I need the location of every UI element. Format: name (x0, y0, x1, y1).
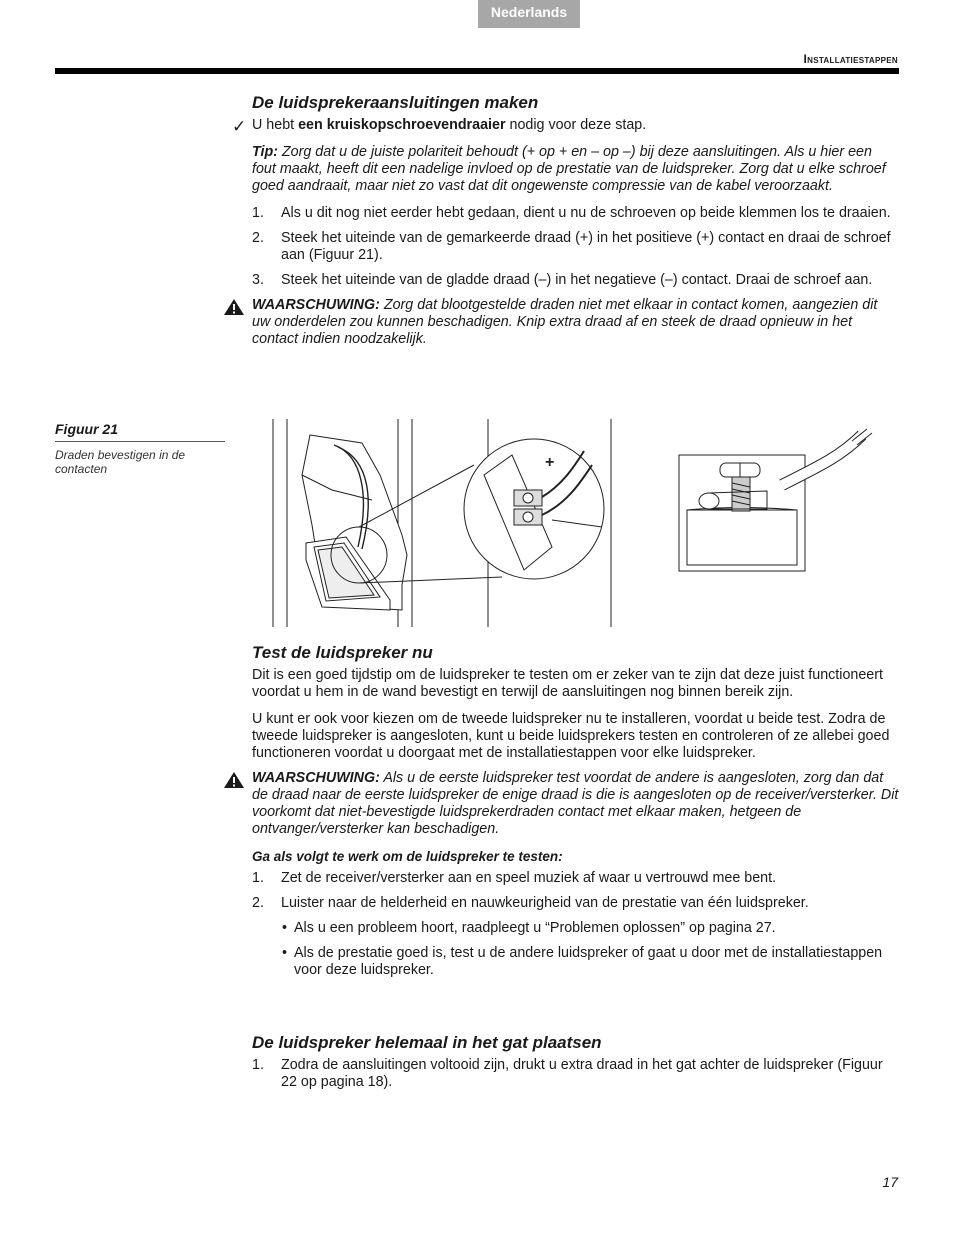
list-item: 1. Zodra de aansluitingen voltooid zijn, drukt u extra draad in het gat achter de luidspreker (Figuur 22 op pagina 18). (252, 1057, 883, 1090)
figure-caption (55, 421, 225, 476)
section-header: Installatiestappen (803, 52, 898, 66)
list-item: 1. Als u dit nog niet eerder hebt gedaan, dient u nu de schroeven op beide klemmen los te draaien. (252, 205, 891, 221)
list-item: 2. Steek het uiteinde van de gemarkeerde draad (+) in het positieve (+) contact en draai de schroef aan (Figuur 21). (252, 230, 891, 263)
connection-steps (252, 205, 899, 289)
section-place (252, 1034, 899, 1091)
place-steps (252, 1057, 899, 1091)
bullet-icon: • (282, 945, 288, 961)
warning-paragraph: WAARSCHUWING: Als u de eerste luidspreker test voordat de andere is aangesloten, zorg dan dat de draad naar de eerste luidspreker de enige draad is die is aangesloten op de receiver/versterker. Dit voorkomt dat niet-bevestigde luidsprekerdraden contact met elkaar maken, hetgeen de ontvanger/versterker kan beschadigen. (252, 770, 899, 838)
warning-triangle-icon (223, 298, 245, 316)
figure-illustration (262, 415, 882, 630)
tool-requirement: ✓ U hebt een kruiskopschroevendraaier nodig voor deze stap. (232, 117, 647, 136)
page-number: 17 (882, 1174, 898, 1190)
warning-label: WAARSCHUWING: (252, 770, 380, 786)
bullet-item: • Als de prestatie goed is, test u de andere luidspreker of gaat u door met de installatiestappen voor deze luidspreker. (282, 945, 883, 978)
bullet-item: • Als u een probleem hoort, raadpleegt u “Problemen oplossen” op pagina 27. (282, 920, 776, 936)
test-paragraph-2: U kunt er ook voor kiezen om de tweede luidspreker nu te installeren, voordat u beide test. Zodra de tweede luidspreker is aangesloten, kunt u beide luidsprekers testen en controleren of ze allebei goed functioneren voordat u doorgaat met de installatiestappen voor elke luidspreker. (252, 711, 890, 761)
tip-paragraph: Tip: Zorg dat u de juiste polariteit behoudt (+ op + en – op –) bij deze aansluitingen. Als u hier een fout maakt, heeft dit een nadelige invloed op de prestatie van de luidspreker. Zorg dat u elke schroef goed aandraait, maar niet zo vast dat dit ongewenste compressie van de kabel veroorzaakt. (252, 144, 886, 194)
section-test (252, 644, 899, 979)
figure-subtitle: Draden bevestigen in de contacten (55, 448, 186, 476)
plus-terminal-label: + (545, 454, 555, 471)
list-item: 1. Zet de receiver/versterker aan en speel muziek af waar u vertrouwd mee bent. (252, 870, 777, 886)
list-item: 2. Luister naar de helderheid en nauwkeurigheid van de prestatie van één luidspreker. (252, 895, 809, 911)
section-heading-connections: De luidsprekeraansluitingen maken (252, 93, 539, 112)
warning-triangle-icon (223, 771, 245, 789)
tool-name: een kruiskopschroevendraaier (298, 117, 506, 133)
section-connections (232, 93, 899, 348)
figure-title: Figuur 21 (55, 421, 225, 442)
list-item: 3. Steek het uiteinde van de gladde draad (–) in het negatieve (–) contact. Draai de schroef aan. (252, 272, 873, 288)
warning-label: WAARSCHUWING: (252, 297, 380, 313)
test-steps (252, 870, 899, 912)
section-heading-place: De luidspreker helemaal in het gat plaatsen (252, 1033, 602, 1052)
test-subheading: Ga als volgt te werk om de luidspreker te testen: (252, 849, 563, 864)
section-heading-test: Test de luidspreker nu (252, 643, 433, 662)
language-tab: Nederlands (478, 0, 580, 28)
tip-label: Tip: (252, 144, 278, 160)
header-rule (55, 68, 899, 74)
test-paragraph-1: Dit is een goed tijdstip om de luidspreker te testen om er zeker van te zijn dat deze juist functioneert voordat u hem in de wand bevestigt en terwijl de aansluitingen nog binnen bereik zijn. (252, 667, 883, 700)
warning-paragraph: WAARSCHUWING: Zorg dat blootgestelde draden niet met elkaar in contact komen, aangezien dit uw onderdelen zou kunnen beschadigen. Knip extra draad af en steek de draad opnieuw in het contact indien noodzakelijk. (252, 297, 899, 348)
checkmark-icon: ✓ (232, 117, 247, 136)
bullet-icon: • (282, 920, 288, 936)
